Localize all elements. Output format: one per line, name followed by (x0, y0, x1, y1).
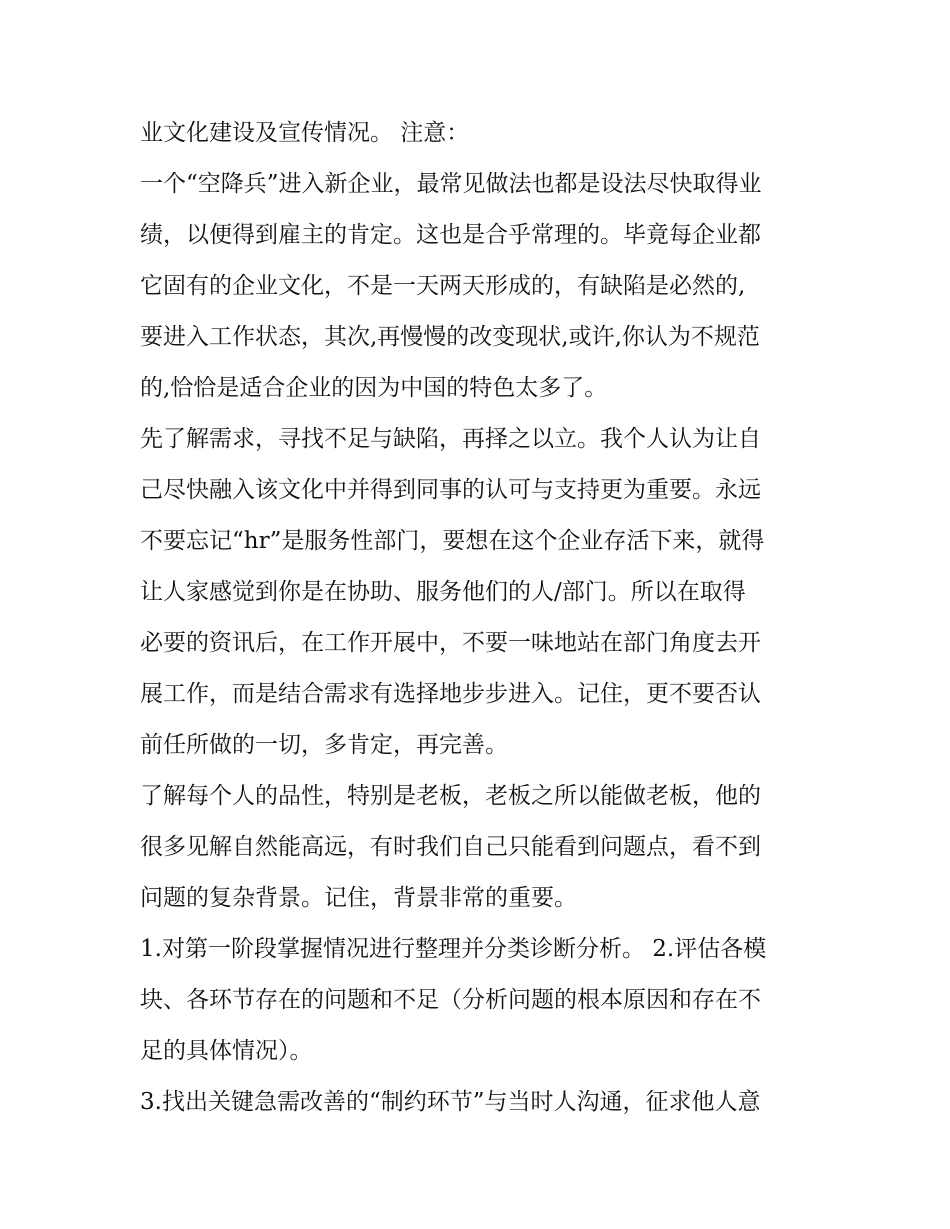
text-line: 己尽快融入该文化中并得到同事的认可与支持更为重要。永远 (140, 477, 761, 503)
text-line: 业文化建设及宣传情况。 注意： (140, 120, 470, 146)
text-line: 3.找出关键急需改善的“制约环节”与当时人沟通，征求他人意 (140, 1089, 761, 1115)
text-line: 要进入工作状态，其次,再慢慢的改变现状,或许,你认为不规范 (140, 324, 760, 350)
text-line: 绩，以便得到雇主的肯定。这也是合乎常理的。毕竟每企业都 (140, 222, 761, 248)
text-line: 的,恰恰是适合企业的因为中国的特色太多了。 (140, 375, 608, 401)
text-line: 块、各环节存在的问题和不足（分析问题的根本原因和存在不 (140, 987, 761, 1013)
text-line: 1.对第一阶段掌握情况进行整理并分类诊断分析。 2.评估各模 (140, 936, 767, 962)
text-line: 前任所做的一切，多肯定，再完善。 (140, 732, 508, 758)
text-line: 先了解需求，寻找不足与缺陷，再择之以立。我个人认为让自 (140, 426, 761, 452)
text-line: 很多见解自然能高远，有时我们自己只能看到问题点，看不到 (140, 834, 761, 860)
document-body (140, 108, 820, 1128)
text-line: 让人家感觉到你是在协助、服务他们的人/部门。所以在取得 (140, 579, 746, 605)
text-line: 了解每个人的品性，特别是老板，老板之所以能做老板，他的 (140, 783, 761, 809)
text-line: 足的具体情况）。 (140, 1038, 313, 1064)
text-line: 必要的资讯后，在工作开展中，不要一味地站在部门角度去开 (140, 630, 761, 656)
text-line: 它固有的企业文化，不是一天两天形成的，有缺陷是必然的, (140, 273, 746, 299)
text-line: 展工作，而是结合需求有选择地步步进入。记住，更不要否认 (140, 681, 761, 707)
text-line: 一个“空降兵”进入新企业，最常见做法也都是设法尽快取得业 (140, 171, 762, 197)
text-line: 问题的复杂背景。记住，背景非常的重要。 (140, 885, 577, 911)
text-line: 不要忘记“hr”是服务性部门，要想在这个企业存活下来，就得 (140, 528, 765, 554)
